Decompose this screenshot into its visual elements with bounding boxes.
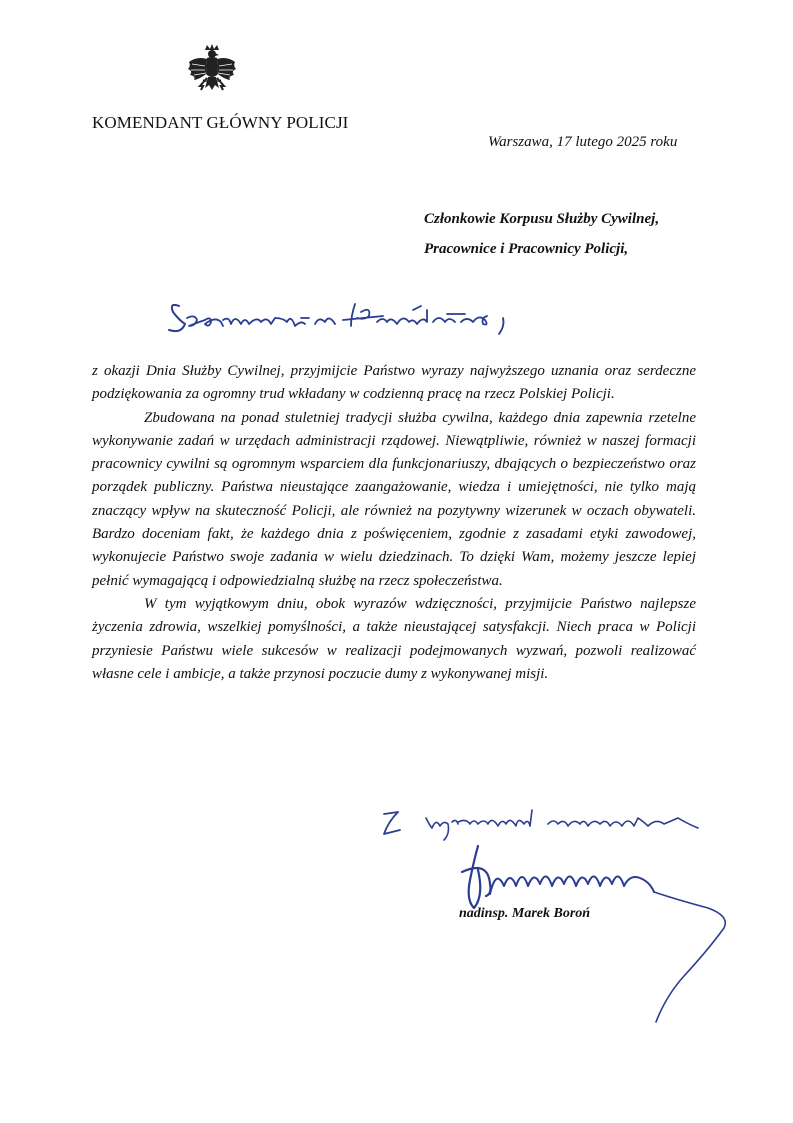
recipients-block	[424, 204, 659, 264]
body-paragraph: z okazji Dnia Służby Cywilnej, przyjmijcie Państwo wyrazy najwyższego uznania oraz serdeczne podziękowania za ogromny trud wkładany w codzienną pracę na rzecz Polskiej Policji.	[92, 363, 696, 403]
issuer-title: KOMENDANT GŁÓWNY POLICJI	[92, 113, 349, 132]
recipient-line: Pracownice i Pracownicy Policji,	[424, 241, 629, 257]
body-paragraph: Zbudowana na ponad stuletniej tradycji służba cywilna, każdego dnia zapewnia rzetelne wykonywanie zadań w urzędach administracji rządowej. Niewątpliwie, również w naszej formacji pracownicy cywilni są ogromnym wsparciem dla funkcjonariuszy, dbających o bezpieczeństwo oraz porządek publiczny. Państwa nieustające zaangażowanie, wiedza i umiejętności, nie tylko mają znaczący wpływ na skuteczność Policji, ale również na pozytywny wizerunek w oczach obywateli. Bardzo doceniam fakt, że każdego dnia z poświęceniem, zgodnie z zasadami etyki zawodowej, wykonujecie Państwo swoje zadania w wielu dziedzinach. To dzięki Wam, możemy jeszcze lepiej pełnić wymagającą i odpowiedzialną służbę na rzecz społeczeństwa.	[92, 409, 696, 589]
recipient-line: Członkowie Korpusu Służby Cywilnej,	[424, 211, 660, 227]
body-paragraph: W tym wyjątkowym dniu, obok wyrazów wdzięczności, przyjmijcie Państwo najlepsze życzenia zdrowia, wszelkiej pomyślności, a także nieustającej satysfakcji. Niech praca w Policji przyniesie Państwu wiele sukcesów w realizacji podejmowanych wyzwań, pozwoli realizować własne cele i ambicje, a także przynosi poczucie dumy z wykonywanej misji.	[92, 595, 696, 682]
signer-name: nadinsp. Marek Boroń	[459, 906, 591, 921]
handwritten-salutation	[165, 292, 525, 340]
polish-eagle-icon	[183, 44, 241, 102]
letter-body	[92, 360, 696, 686]
date-line: Warszawa, 17 lutego 2025 roku	[488, 134, 678, 150]
